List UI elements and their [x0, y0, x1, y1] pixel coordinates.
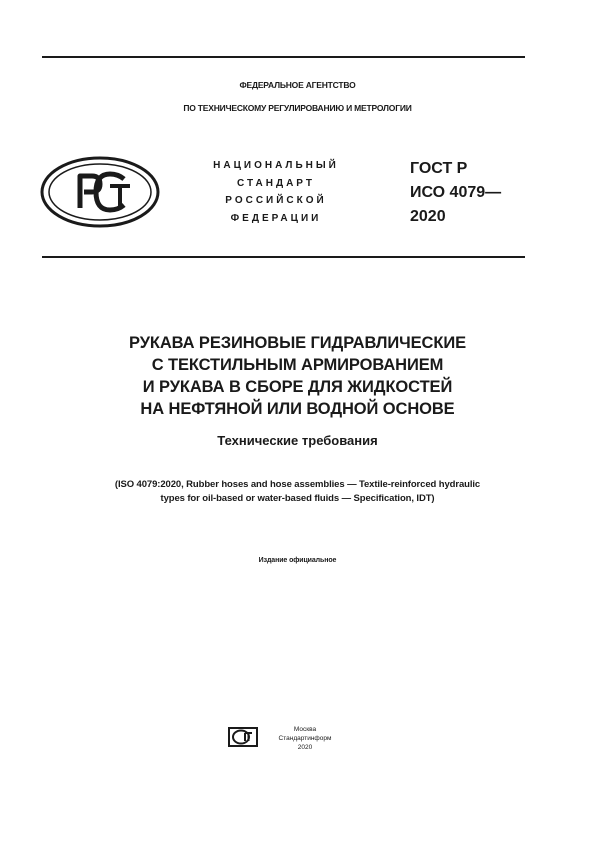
- top-divider: [42, 56, 525, 58]
- standartinform-logo-icon: [228, 727, 258, 747]
- iso-reference-line: types for oil-based or water-based fluids — Specification, IDT): [160, 493, 435, 504]
- title-line: РУКАВА РЕЗИНОВЫЕ ГИДРАВЛИЧЕСКИЕ: [129, 334, 466, 352]
- document-title: [0, 332, 595, 420]
- publisher-city: Москва: [293, 726, 317, 733]
- publisher-name: Стандартинформ: [278, 735, 332, 742]
- title-line: С ТЕКСТИЛЬНЫМ АРМИРОВАНИЕМ: [151, 356, 444, 374]
- iso-reference-line: (ISO 4079:2020, Rubber hoses and hose assemblies — Textile-reinforced hydraulic: [114, 479, 481, 490]
- standard-designation: [410, 157, 501, 229]
- header-divider: [42, 256, 525, 258]
- designation-line: ИСО 4079—: [410, 184, 502, 201]
- publisher-info: [266, 725, 344, 752]
- agency-name-line-1: ФЕДЕРАЛЬНОЕ АГЕНТСТВО: [239, 80, 356, 90]
- title-line: НА НЕФТЯНОЙ ИЛИ ВОДНОЙ ОСНОВЕ: [140, 400, 455, 418]
- title-line: И РУКАВА В СБОРЕ ДЛЯ ЖИДКОСТЕЙ: [142, 378, 453, 396]
- designation-line: 2020: [410, 208, 446, 225]
- designation-line: ГОСТ Р: [410, 160, 468, 177]
- standard-label-line: РОССИЙСКОЙ: [225, 195, 327, 206]
- edition-note: Издание официальное: [258, 557, 337, 564]
- agency-name-line-2: ПО ТЕХНИЧЕСКОМУ РЕГУЛИРОВАНИЮ И МЕТРОЛОГИИ: [183, 103, 412, 113]
- national-standard-label: [186, 157, 366, 227]
- publication-year: 2020: [297, 744, 313, 751]
- standard-label-line: ФЕДЕРАЦИИ: [230, 212, 322, 224]
- rst-mark-icon: [40, 156, 160, 228]
- standard-label-line: СТАНДАРТ: [237, 177, 315, 189]
- document-subtitle: Технические требования: [217, 433, 378, 448]
- iso-reference: [0, 478, 595, 506]
- standard-label-line: НАЦИОНАЛЬНЫЙ: [213, 160, 339, 171]
